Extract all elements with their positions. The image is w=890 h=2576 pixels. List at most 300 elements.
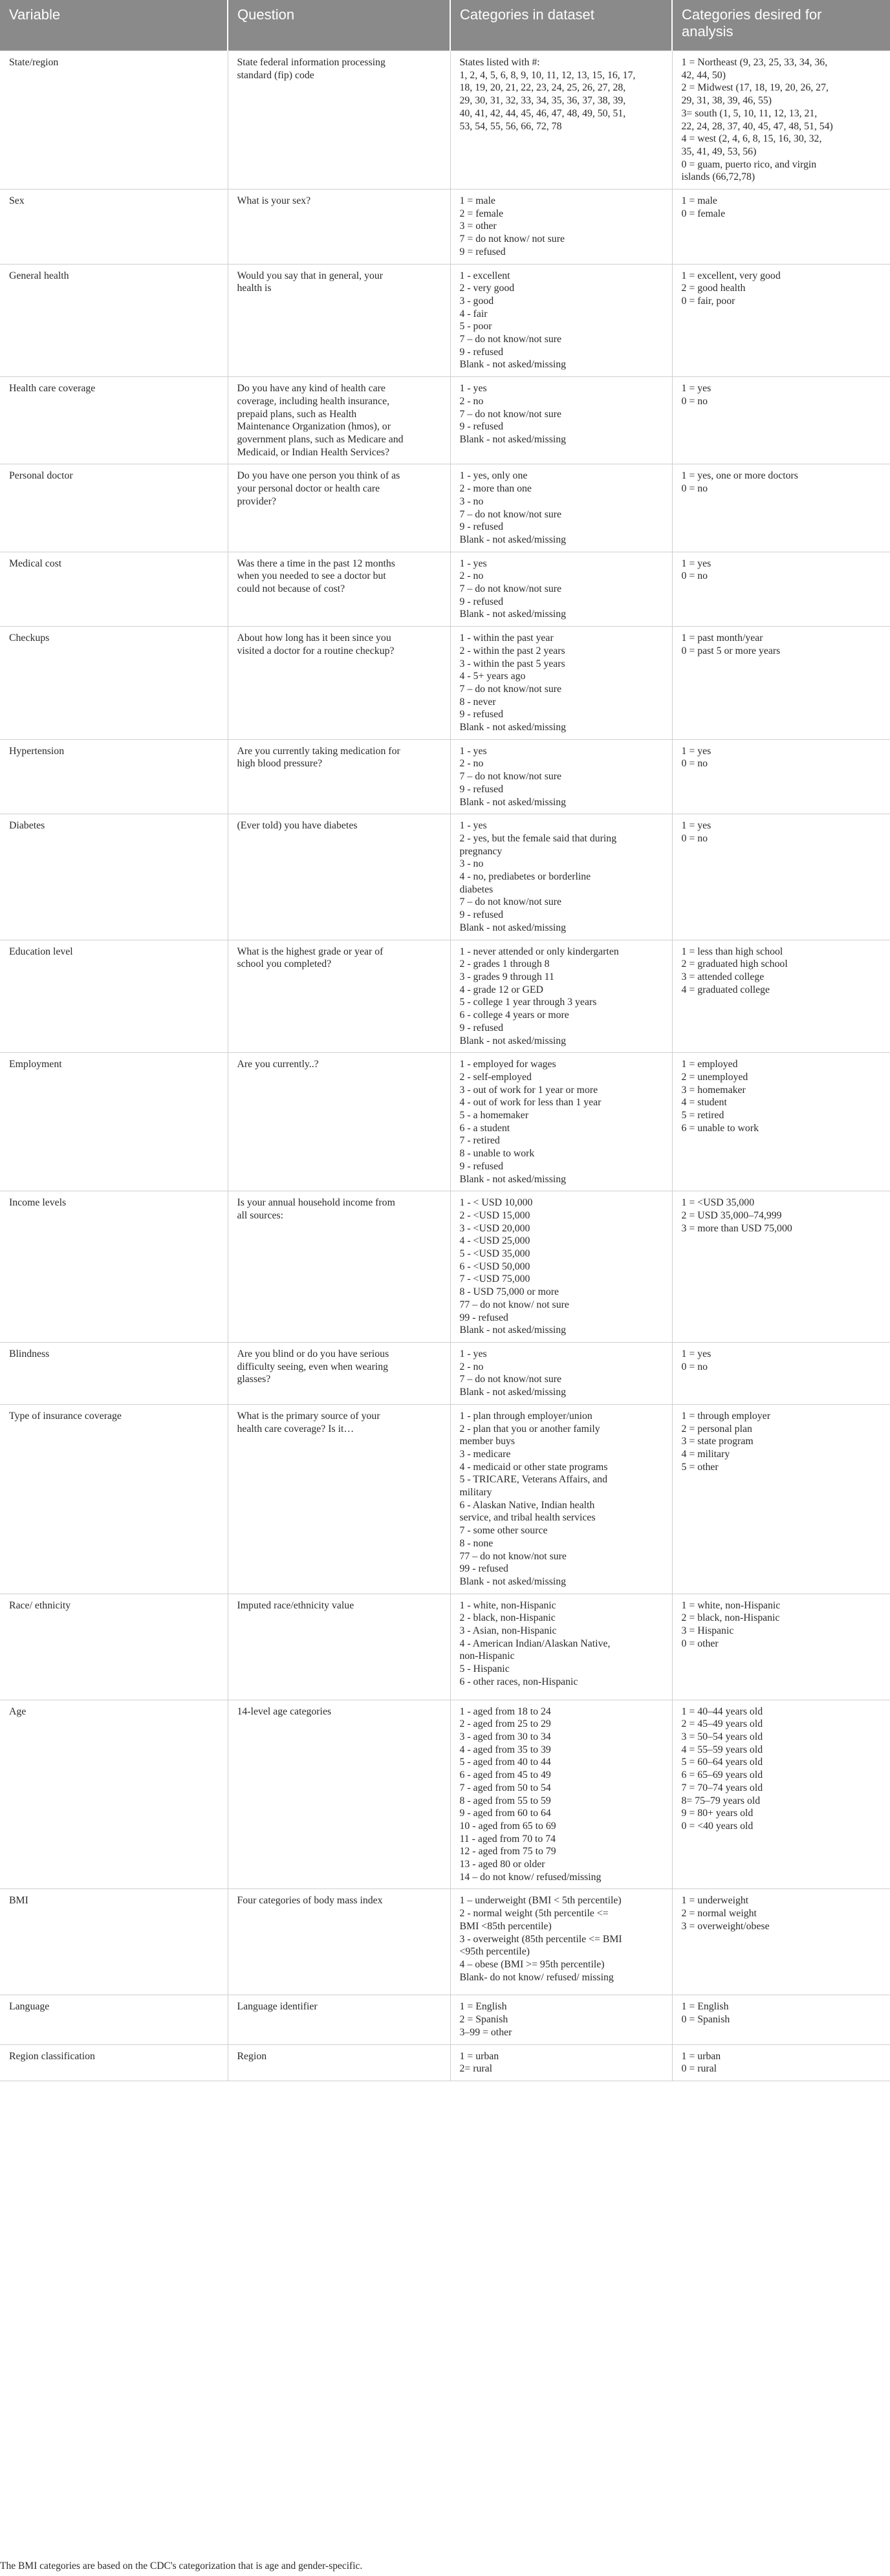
cell-question	[228, 1889, 450, 1995]
table-row	[0, 1342, 890, 1404]
dataset-line: 9 - refused	[459, 521, 504, 533]
dataset-line: 1 = male	[459, 195, 495, 207]
cell-desired	[672, 1995, 890, 2044]
cell-dataset	[450, 1995, 672, 2044]
cell-question	[228, 1700, 450, 1889]
desired-line: 0 = no	[681, 1361, 708, 1372]
variable-text: Medical cost	[9, 557, 62, 569]
dataset-line: 99 - refused	[459, 1312, 508, 1323]
desired-line: 3 = state program	[681, 1436, 754, 1447]
question-line: coverage, including health insurance,	[237, 395, 390, 407]
dataset-line: 5 - Hispanic	[459, 1663, 510, 1675]
dataset-line: States listed with #:	[459, 57, 540, 68]
dataset-line: 6 - Alaskan Native, Indian health	[459, 1499, 595, 1511]
desired-line: 4 = student	[681, 1097, 727, 1109]
cell-dataset	[450, 1594, 672, 1700]
desired-line: 0 = rural	[681, 2063, 717, 2075]
table-row	[0, 1404, 890, 1594]
cell-question	[228, 464, 450, 552]
cell-dataset	[450, 814, 672, 940]
dataset-line: pregnancy	[459, 845, 503, 857]
dataset-line: 7 - aged from 50 to 54	[459, 1782, 551, 1793]
cell-dataset	[450, 552, 672, 627]
cell-variable	[0, 1404, 228, 1594]
desired-line: 1 = male	[681, 195, 717, 207]
dataset-line: 2 - no	[459, 1361, 484, 1372]
cell-question	[228, 940, 450, 1053]
desired-line: 1 = through employer	[681, 1410, 770, 1422]
cell-desired	[672, 464, 890, 552]
dataset-line: 2 - self-employed	[459, 1071, 532, 1083]
cell-variable	[0, 1191, 228, 1343]
cell-desired	[672, 1594, 890, 1700]
desired-line: 0 = past 5 or more years	[681, 645, 781, 656]
dataset-line: 9 - aged from 60 to 64	[459, 1808, 551, 1819]
dataset-line: 9 - refused	[459, 1022, 504, 1034]
dataset-line: 2 - plan that you or another family	[459, 1423, 600, 1434]
desired-line: 22, 24, 28, 37, 40, 45, 47, 48, 51, 54)	[681, 120, 833, 132]
dataset-line: 5 - aged from 40 to 44	[459, 1757, 551, 1768]
dataset-line: 3 - within the past 5 years	[459, 658, 565, 669]
desired-line: 2 = Midwest (17, 18, 19, 20, 26, 27,	[681, 82, 829, 94]
desired-line: 1 = yes	[681, 557, 711, 569]
table-row	[0, 189, 890, 265]
question-line: prepaid plans, such as Health	[237, 408, 357, 420]
question-line: when you needed to see a doctor but	[237, 570, 386, 582]
cell-variable	[0, 264, 228, 377]
desired-line: 2 = 45–49 years old	[681, 1718, 763, 1730]
table-row	[0, 940, 890, 1053]
variable-text: Type of insurance coverage	[9, 1410, 122, 1422]
desired-line: 1 = yes	[681, 820, 711, 832]
question-line: difficulty seeing, even when wearing	[237, 1361, 389, 1372]
cell-variable	[0, 940, 228, 1053]
desired-line: 1 = English	[681, 2001, 729, 2013]
variable-text: Health care coverage	[9, 383, 96, 395]
dataset-line: 9 - refused	[459, 421, 504, 433]
question-line: glasses?	[237, 1374, 271, 1385]
dataset-line: 1 - aged from 18 to 24	[459, 1705, 551, 1717]
desired-line: 2 = graduated high school	[681, 958, 788, 970]
dataset-line: 18, 19, 20, 21, 22, 23, 24, 25, 26, 27, 28,	[459, 82, 626, 94]
desired-line: 1 = urban	[681, 2050, 721, 2062]
dataset-line: 9 - refused	[459, 596, 504, 607]
cell-desired	[672, 1404, 890, 1594]
dataset-line: 7 – do not know/not sure	[459, 683, 562, 695]
question-line: Is your annual household income from	[237, 1197, 395, 1209]
dataset-line: 6 - other races, non-Hispanic	[459, 1676, 578, 1687]
question-line: standard (fip) code	[237, 69, 314, 81]
dataset-line: 9 - refused	[459, 1160, 504, 1172]
question-line: Are you currently taking medication for	[237, 745, 400, 757]
dataset-line: 6 - aged from 45 to 49	[459, 1770, 551, 1781]
dataset-line: 7 – do not know/not sure	[459, 334, 562, 345]
desired-line: 3 = more than USD 75,000	[681, 1222, 792, 1234]
cell-dataset	[450, 1053, 672, 1191]
dataset-line: 2 - normal weight (5th percentile <=	[459, 1908, 609, 1920]
desired-line: 35, 41, 49, 53, 56)	[681, 146, 757, 157]
desired-line: 4 = military	[681, 1448, 730, 1460]
dataset-line: Blank - not asked/missing	[459, 796, 567, 808]
cell-variable	[0, 739, 228, 814]
cell-variable	[0, 464, 228, 552]
dataset-line: 4 – obese (BMI >= 95th percentile)	[459, 1959, 605, 1970]
desired-line: 3 = overweight/obese	[681, 1920, 770, 1932]
dataset-line: 1 - employed for wages	[459, 1059, 556, 1070]
question-line: all sources:	[237, 1209, 284, 1221]
cell-question	[228, 377, 450, 464]
desired-line: 0 = no	[681, 483, 708, 495]
dataset-line: 5 - college 1 year through 3 years	[459, 997, 597, 1008]
dataset-line: 2 = female	[459, 208, 504, 219]
desired-line: 7 = 70–74 years old	[681, 1782, 763, 1793]
cell-question	[228, 2044, 450, 2081]
dataset-line: 53, 54, 55, 56, 66, 72, 78	[459, 120, 562, 132]
dataset-line: 5 - a homemaker	[459, 1110, 529, 1121]
cell-desired	[672, 1342, 890, 1404]
dataset-line: 9 - refused	[459, 346, 504, 358]
variable-text: Sex	[9, 195, 25, 207]
dataset-line: Blank- do not know/ refused/ missing	[459, 1971, 614, 1983]
dataset-line: 2 - no	[459, 758, 484, 770]
table-body	[0, 51, 890, 2081]
table-row	[0, 2044, 890, 2081]
variable-text: General health	[9, 270, 69, 281]
desired-line: 0 = fair, poor	[681, 295, 735, 307]
dataset-line: 9 - refused	[459, 783, 504, 795]
footnote: The BMI categories are based on the CDC's categorization that is age and gender-specific.	[0, 2560, 363, 2571]
cell-question	[228, 1404, 450, 1594]
dataset-line: 1 - yes, only one	[459, 470, 528, 482]
question-line: Region	[237, 2050, 267, 2062]
table-row	[0, 1995, 890, 2044]
header-row	[0, 0, 890, 51]
dataset-line: <95th percentile)	[459, 1946, 530, 1958]
dataset-line: Blank - not asked/missing	[459, 1387, 567, 1398]
cell-desired	[672, 1889, 890, 1995]
desired-line: 0 = no	[681, 395, 708, 407]
cell-question	[228, 1995, 450, 2044]
dataset-line: 8 - unable to work	[459, 1148, 535, 1160]
table-row	[0, 1191, 890, 1343]
dataset-line: Blank - not asked/missing	[459, 433, 567, 445]
dataset-line: 40, 41, 42, 44, 45, 46, 47, 48, 49, 50, 51,	[459, 107, 626, 119]
header-variable: Variable	[0, 0, 228, 51]
question-line: government plans, such as Medicare and	[237, 433, 404, 445]
desired-line: 9 = 80+ years old	[681, 1808, 754, 1819]
dataset-line: 1 = urban	[459, 2050, 499, 2062]
question-line: Are you blind or do you have serious	[237, 1348, 389, 1359]
question-line: health is	[237, 283, 272, 294]
cell-desired	[672, 940, 890, 1053]
dataset-line: 6 - college 4 years or more	[459, 1010, 569, 1021]
dataset-line: 4 - American Indian/Alaskan Native,	[459, 1638, 611, 1649]
question-line: school you completed?	[237, 958, 332, 970]
cell-dataset	[450, 2044, 672, 2081]
variable-text: Checkups	[9, 633, 50, 644]
dataset-line: 4 - out of work for less than 1 year	[459, 1097, 602, 1109]
dataset-line: 3–99 = other	[459, 2026, 512, 2038]
dataset-line: 99 - refused	[459, 1563, 508, 1575]
desired-line: 2 = USD 35,000–74,999	[681, 1209, 782, 1221]
cell-dataset	[450, 264, 672, 377]
dataset-line: 2 = Spanish	[459, 2014, 508, 2026]
cell-desired	[672, 627, 890, 740]
dataset-line: 7 – do not know/not sure	[459, 508, 562, 520]
cell-dataset	[450, 1700, 672, 1889]
question-line: (Ever told) you have diabetes	[237, 820, 358, 832]
question-line: visited a doctor for a routine checkup?	[237, 645, 395, 656]
cell-question	[228, 1191, 450, 1343]
desired-line: 2 = unemployed	[681, 1071, 748, 1083]
desired-line: 0 = Spanish	[681, 2014, 730, 2026]
dataset-line: 12 - aged from 75 to 79	[459, 1846, 556, 1857]
dataset-line: 2 - yes, but the female said that during	[459, 832, 617, 844]
dataset-line: 5 - poor	[459, 321, 492, 332]
desired-line: 5 = other	[681, 1461, 719, 1473]
cell-dataset	[450, 51, 672, 189]
variable-text: State/region	[9, 57, 59, 68]
question-line: What is the highest grade or year of	[237, 946, 384, 957]
table-row	[0, 1700, 890, 1889]
dataset-line: 1 - yes	[459, 1348, 487, 1359]
variable-text: Income levels	[9, 1197, 67, 1209]
dataset-line: 2 - no	[459, 570, 484, 582]
desired-line: 2 = personal plan	[681, 1423, 752, 1434]
dataset-line: 8 - none	[459, 1537, 494, 1549]
cell-dataset	[450, 464, 672, 552]
dataset-line: 7 – do not know/not sure	[459, 1374, 562, 1385]
desired-line: 3 = attended college	[681, 971, 765, 982]
dataset-line: 1 - yes	[459, 820, 487, 832]
desired-line: 6 = 65–69 years old	[681, 1770, 763, 1781]
desired-line: 1 = <USD 35,000	[681, 1197, 755, 1209]
dataset-line: 9 - refused	[459, 709, 504, 720]
table-row	[0, 1053, 890, 1191]
dataset-line: 3 - aged from 30 to 34	[459, 1731, 551, 1743]
question-line: Are you currently..?	[237, 1059, 319, 1070]
dataset-line: 13 - aged 80 or older	[459, 1859, 545, 1870]
question-line: What is your sex?	[237, 195, 311, 207]
header-categories-dataset: Categories in dataset	[450, 0, 672, 51]
dataset-line: 2 - more than one	[459, 483, 532, 495]
desired-line: 4 = west (2, 4, 6, 8, 15, 16, 30, 32,	[681, 133, 822, 145]
question-line: Medicaid, or Indian Health Services?	[237, 446, 390, 458]
desired-line: 2 = normal weight	[681, 1908, 757, 1920]
question-line: your personal doctor or health care	[237, 483, 380, 495]
dataset-line: 1 – underweight (BMI < 5th percentile)	[459, 1895, 622, 1907]
cell-variable	[0, 377, 228, 464]
question-line: health care coverage? Is it…	[237, 1423, 354, 1434]
desired-line: 1 = yes	[681, 745, 711, 757]
question-line: Maintenance Organization (hmos), or	[237, 421, 391, 433]
dataset-line: 4 - 5+ years ago	[459, 671, 526, 682]
dataset-line: 1 - excellent	[459, 270, 510, 281]
question-line: Language identifier	[237, 2001, 318, 2013]
dataset-line: 4 - aged from 35 to 39	[459, 1744, 551, 1755]
desired-line: 2 = black, non-Hispanic	[681, 1612, 780, 1624]
header-desired-line2: analysis	[682, 23, 733, 39]
dataset-line: Blank - not asked/missing	[459, 1325, 567, 1336]
dataset-line: 3 - out of work for 1 year or more	[459, 1084, 598, 1096]
desired-line: 4 = graduated college	[681, 984, 770, 995]
desired-line: 0 = other	[681, 1638, 719, 1649]
dataset-line: diabetes	[459, 883, 494, 895]
dataset-line: 3 - no	[459, 495, 484, 507]
dataset-line: 1 - yes	[459, 557, 487, 569]
cell-question	[228, 189, 450, 265]
dataset-line: 4 - fair	[459, 308, 488, 319]
dataset-line: Blank - not asked/missing	[459, 1035, 567, 1046]
cell-question	[228, 1594, 450, 1700]
desired-line: 3= south (1, 5, 10, 11, 12, 13, 21,	[681, 107, 818, 119]
table-row	[0, 552, 890, 627]
dataset-line: 6 - a student	[459, 1122, 510, 1134]
table-row	[0, 1594, 890, 1700]
dataset-line: Blank - not asked/missing	[459, 722, 567, 733]
desired-line: 3 = homemaker	[681, 1084, 746, 1096]
dataset-line: 2 - aged from 25 to 29	[459, 1718, 551, 1730]
cell-desired	[672, 264, 890, 377]
dataset-line: 4 - medicaid or other state programs	[459, 1461, 608, 1473]
dataset-line: Blank - not asked/missing	[459, 1575, 567, 1587]
cell-dataset	[450, 627, 672, 740]
dataset-line: 7 – do not know/not sure	[459, 896, 562, 908]
cell-desired	[672, 189, 890, 265]
dataset-line: 2 - grades 1 through 8	[459, 958, 550, 970]
dataset-line: military	[459, 1487, 492, 1499]
dataset-line: 3 - good	[459, 295, 494, 307]
dataset-line: 10 - aged from 65 to 69	[459, 1820, 556, 1832]
question-line: could not because of cost?	[237, 583, 345, 595]
table-row	[0, 264, 890, 377]
desired-line: 0 = no	[681, 832, 708, 844]
dataset-line: 3 - no	[459, 858, 484, 870]
table-row	[0, 464, 890, 552]
desired-line: 0 = female	[681, 208, 726, 219]
cell-variable	[0, 1889, 228, 1995]
dataset-line: 3 - overweight (85th percentile <= BMI	[459, 1933, 622, 1945]
dataset-line: 3 - grades 9 through 11	[459, 971, 554, 982]
dataset-line: 8 - USD 75,000 or more	[459, 1286, 559, 1298]
table-row	[0, 51, 890, 189]
dataset-line: Blank - not asked/missing	[459, 534, 567, 545]
dataset-line: 1 - white, non-Hispanic	[459, 1599, 556, 1611]
table-row	[0, 1889, 890, 1995]
cell-variable	[0, 1053, 228, 1191]
variable-text: BMI	[9, 1895, 28, 1907]
cell-variable	[0, 552, 228, 627]
cell-desired	[672, 51, 890, 189]
desired-line: 1 = Northeast (9, 23, 25, 33, 34, 36,	[681, 57, 828, 68]
dataset-line: 3 - medicare	[459, 1448, 511, 1460]
table-row	[0, 814, 890, 940]
question-line: About how long has it been since you	[237, 633, 391, 644]
dataset-line: 1 - never attended or only kindergarten	[459, 946, 619, 957]
dataset-line: 9 = refused	[459, 246, 506, 257]
dataset-line: 3 - <USD 20,000	[459, 1222, 530, 1234]
question-line: Do you have any kind of health care	[237, 383, 385, 395]
dataset-line: 7 = do not know/ not sure	[459, 233, 565, 245]
desired-line: 1 = yes, one or more doctors	[681, 470, 798, 482]
dataset-line: Blank - not asked/missing	[459, 922, 567, 933]
dataset-line: 7 - <USD 75,000	[459, 1273, 530, 1285]
dataset-line: 29, 30, 31, 32, 33, 34, 35, 36, 37, 38, 39,	[459, 95, 626, 107]
dataset-line: 2= rural	[459, 2063, 493, 2075]
question-line: 14-level age categories	[237, 1705, 332, 1717]
dataset-line: 1 - plan through employer/union	[459, 1410, 592, 1422]
dataset-line: 7 - retired	[459, 1135, 500, 1147]
desired-line: 0 = no	[681, 758, 708, 770]
dataset-line: 3 - Asian, non-Hispanic	[459, 1625, 557, 1637]
desired-line: 29, 31, 38, 39, 46, 55)	[681, 95, 772, 107]
cell-variable	[0, 627, 228, 740]
variable-text: Age	[9, 1705, 27, 1717]
desired-line: 5 = retired	[681, 1110, 724, 1121]
cell-desired	[672, 1191, 890, 1343]
desired-line: 1 = less than high school	[681, 946, 783, 957]
cell-dataset	[450, 1889, 672, 1995]
question-line: Was there a time in the past 12 months	[237, 557, 395, 569]
cell-question	[228, 552, 450, 627]
question-line: What is the primary source of your	[237, 1410, 380, 1422]
desired-line: 0 = no	[681, 570, 708, 582]
variable-text: Personal doctor	[9, 470, 73, 482]
question-line: Would you say that in general, your	[237, 270, 384, 281]
dataset-line: 4 - no, prediabetes or borderline	[459, 871, 591, 883]
dataset-line: 1 - < USD 10,000	[459, 1197, 533, 1209]
dataset-line: 3 = other	[459, 221, 497, 232]
desired-line: 8= 75–79 years old	[681, 1795, 761, 1806]
cell-desired	[672, 814, 890, 940]
dataset-line: 4 - <USD 25,000	[459, 1235, 530, 1247]
dataset-line: 2 - no	[459, 395, 484, 407]
cell-desired	[672, 739, 890, 814]
dataset-line: 7 – do not know/not sure	[459, 771, 562, 783]
cell-question	[228, 264, 450, 377]
cell-desired	[672, 1700, 890, 1889]
variable-text: Hypertension	[9, 745, 65, 757]
cell-variable	[0, 1342, 228, 1404]
dataset-line: 1 = English	[459, 2001, 507, 2013]
cell-variable	[0, 1995, 228, 2044]
dataset-line: 77 – do not know/not sure	[459, 1550, 567, 1562]
variable-text: Language	[9, 2001, 50, 2013]
dataset-line: 1 - within the past year	[459, 633, 554, 644]
cell-question	[228, 814, 450, 940]
cell-variable	[0, 2044, 228, 2081]
table-row	[0, 627, 890, 740]
question-line: Do you have one person you think of as	[237, 470, 400, 482]
desired-line: islands (66,72,78)	[681, 171, 755, 183]
cell-dataset	[450, 739, 672, 814]
dataset-line: Blank - not asked/missing	[459, 359, 567, 371]
cell-dataset	[450, 1404, 672, 1594]
dataset-line: 1 - yes	[459, 383, 487, 395]
dataset-line: Blank - not asked/missing	[459, 1173, 567, 1185]
cell-desired	[672, 2044, 890, 2081]
desired-line: 1 = yes	[681, 383, 711, 395]
cell-dataset	[450, 189, 672, 265]
question-line: provider?	[237, 495, 277, 507]
dataset-line: 7 - some other source	[459, 1525, 548, 1537]
dataset-line: 5 - <USD 35,000	[459, 1248, 530, 1260]
desired-line: 0 = <40 years old	[681, 1820, 754, 1832]
variable-text: Employment	[9, 1059, 62, 1070]
cell-question	[228, 51, 450, 189]
desired-line: 0 = guam, puerto rico, and virgin	[681, 158, 817, 170]
cell-dataset	[450, 377, 672, 464]
